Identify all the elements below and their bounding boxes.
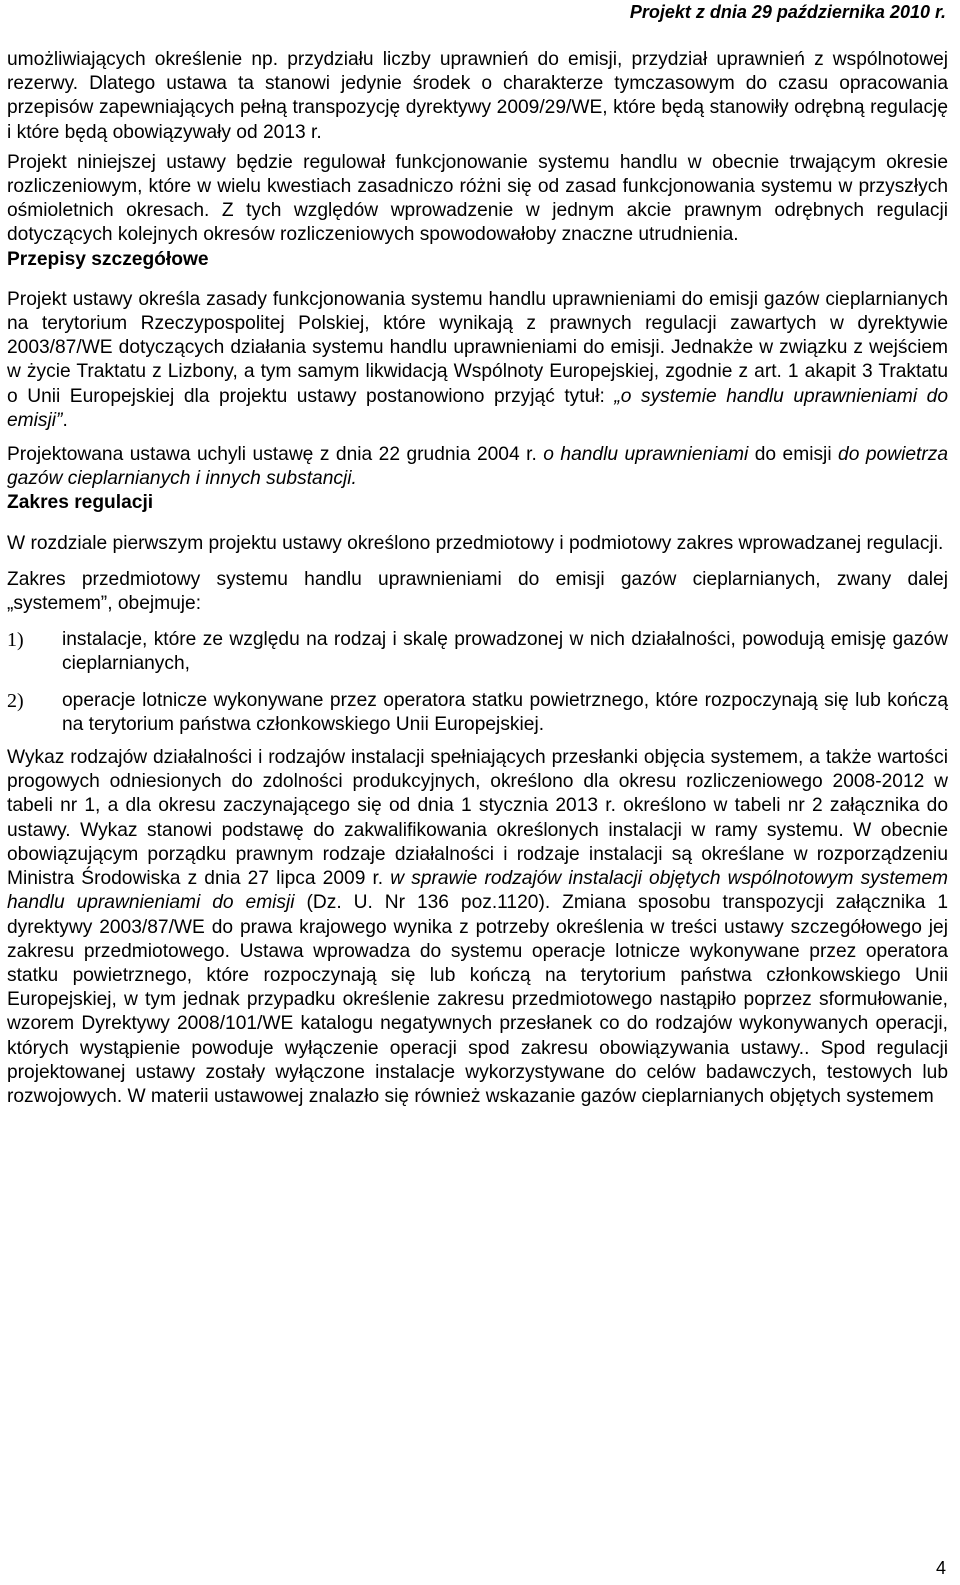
list-item-text: operacje lotnicze wykonywane przez operatora statku powietrznego, które rozpoczynają się lub kończą na terytorium państwa członkowskiego Unii Europejskiej. <box>62 689 948 735</box>
list-item <box>7 689 948 737</box>
paragraph-3 <box>7 288 948 433</box>
paragraph-5: W rozdziale pierwszym projektu ustawy określono przedmiotowy i podmiotowy zakres wprowadzanej regulacji. <box>7 532 944 554</box>
section-heading-przepisy: Przepisy szczegółowe <box>7 248 209 270</box>
list-item-text: instalacje, które ze względu na rodzaj i skalę prowadzonej w nich działalności, powodują emisję gazów cieplarnianych, <box>62 629 948 675</box>
paragraph-4-act-title-plain: do emisji <box>754 444 832 466</box>
page-header: Projekt z dnia 29 października 2010 r. <box>629 2 946 22</box>
page-number: 4 <box>935 1558 946 1578</box>
paragraph-7 <box>7 746 948 1109</box>
paragraph-4-act-title-end: do powietrza gazów cieplarnianych i innych substancji. <box>7 444 948 490</box>
paragraph-2: Projekt niniejszej ustawy będzie regulował funkcjonowanie systemu handlu w obecnie trwającym okresie rozliczeniowym, które w wielu kwestiach zasadniczo różni się od zasad funkcjonowania systemu w przyszłych ośmioletnich okresach. Z tych względów wprowadzenie w jednym akcie prawnym odrębnych regulacji dotyczących kolejnych okresów rozliczeniowych spowodowałoby znaczne utrudnienia. <box>7 151 948 246</box>
section-heading-zakres: Zakres regulacji <box>7 492 154 514</box>
paragraph-1: umożliwiających określenie np. przydziału liczby uprawnień do emisji, przydział uprawnień z wspólnotowej rezerwy. Dlatego ustawa ta stanowi jedynie środek o charakterze tymczasowym do czasu opracowania przepisów zapewniających pełną transpozycję dyrektywy 2009/29/WE, które będą stanowiły odrębną regulację i które będą obowiązywały od 2013 r. <box>7 49 948 143</box>
paragraph-3-title: „o systemie handlu uprawnieniami do emisji” <box>7 385 948 431</box>
paragraph-7-text-cont: (Dz. U. Nr 136 poz.1120). Zmiana sposobu transpozycji załącznika 1 dyrektywy 2003/87/WE do prawa krajowego wynika z potrzeby określenia w treści ustawy szczegółowego jej zakresu przedmiotowego. Ustawa wprowadza do systemu operacje lotnicze wykonywane przez operatora statku powietrznego, które rozpoczynają się lub kończą na terytorium państwa członkowskiego Unii Europejskiej, w tym jednak przypadku określenie zakresu przedmiotowego nastąpiło poprzez sformułowanie, wzorem Dyrektywy 2008/101/WE katalogu negatywnych przesłanek co do rodzajów wykonywanych operacji, których wystąpienie powoduje wyłączenie operacji spod zakresu obowiązywania ustawy.. Spod regulacji projektowanej ustawy zostały wyłączone instalacje wykorzystywane do celów badawczych, testowych lub rozwojowych. W materii ustawowej znalazło się również wskazanie gazów cieplarnianych objętych systemem <box>7 892 948 1107</box>
scope-list <box>7 628 948 737</box>
paragraph-4 <box>7 443 948 491</box>
document-body <box>7 48 948 1109</box>
paragraph-4-act-title: o handlu uprawnieniami <box>543 444 755 466</box>
paragraph-3-text: Projekt ustawy określa zasady funkcjonowania systemu handlu uprawnieniami do emisji gazów cieplarnianych na terytorium Rzeczypospolitej Polskiej, które wynikają z prawnych regulacji zawartych w dyrektywie 2003/87/WE dotyczących działania systemu handlu uprawnieniami do emisji. Jednakże w związku z wejściem w życie Traktatu z Lizbony, a tym samym likwidacją Wspólnoty Europejskiej, zgodnie z art. 1 akapit 3 Traktatu o Unii Europejskiej dla projektu ustawy postanowiono przyjąć tytuł: <box>7 288 948 407</box>
paragraph-6: Zakres przedmiotowy systemu handlu uprawnieniami do emisji gazów cieplarnianych, zwany dalej „systemem”, obejmuje: <box>7 568 948 615</box>
list-item <box>7 628 948 676</box>
paragraph-3-end: . <box>62 409 68 431</box>
paragraph-7-regulation-title: w sprawie rodzajów instalacji objętych wspólnotowym systemem handlu uprawnieniami do emisji <box>7 868 948 914</box>
paragraph-7-text: Wykaz rodzajów działalności i rodzajów instalacji spełniających przesłanki objęcia systemem, a także wartości progowych odniesionych do zdolności produkcyjnych, określono dla okresu rozliczeniowego 2008-2012 w tabeli nr 1, a dla okresu zaczynającego się od dnia 1 stycznia 2013 r. określono w tabeli nr 2 załącznika do ustawy. Wykaz stanowi podstawę do zakwalifikowania określonych instalacji w ramy systemu. W obecnie obowiązującym porządku prawnym rodzaje działalności i rodzaje instalacji są określane w rozporządzeniu Ministra Środowiska z dnia 27 lipca 2009 r. <box>7 747 948 890</box>
paragraph-4-text: Projektowana ustawa uchyli ustawę z dnia 22 grudnia 2004 r. <box>7 444 544 466</box>
list-item-number: 1) <box>7 629 24 652</box>
list-item-number: 2) <box>7 689 24 712</box>
